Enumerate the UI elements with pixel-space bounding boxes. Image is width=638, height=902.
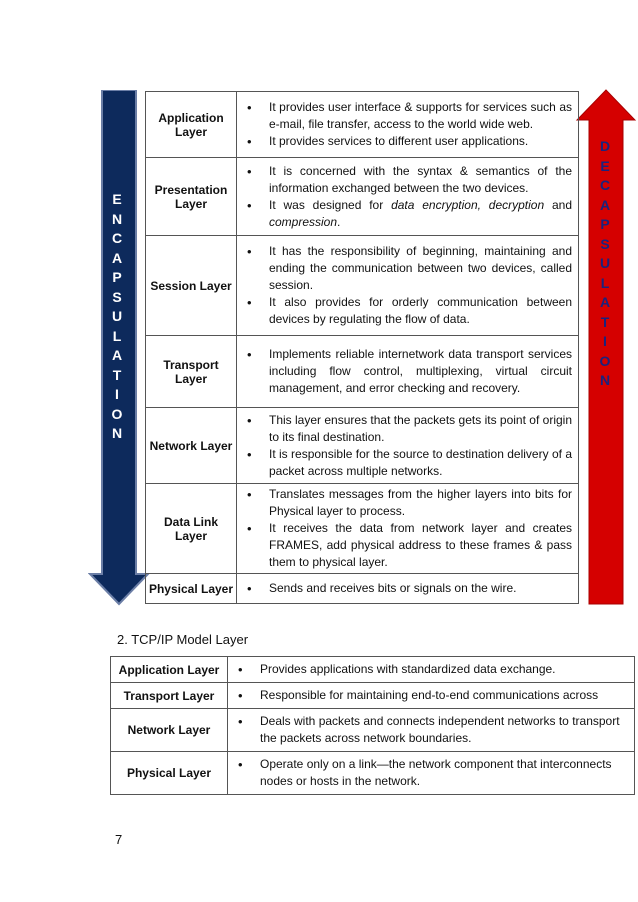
osi-layer-description: [237, 336, 579, 408]
arrow-letter: P: [600, 216, 610, 232]
bullet-list: [247, 346, 572, 397]
arrow-letter: S: [600, 235, 610, 252]
bullet-text: Responsible for maintaining end-to-end communications across: [260, 688, 599, 702]
arrow-letter: D: [599, 138, 611, 154]
bullet-text: Operate only on a link—the network component that interconnects nodes or hosts in the network.: [260, 757, 612, 788]
bullet-text: It provides user interface & supports for services such as e-mail, file transfer, access to the world wide web.: [269, 100, 572, 131]
osi-layer-description: [237, 236, 579, 336]
arrow-letter: N: [111, 425, 123, 441]
osi-layer-name: Transport Layer: [146, 336, 237, 408]
osi-layer-row: [146, 158, 579, 236]
arrow-letter: A: [111, 347, 123, 363]
bullet-list: [247, 486, 572, 571]
tcp-layer-description: [228, 752, 635, 795]
tcp-layer-row: [111, 709, 635, 752]
bullet-text: Provides applications with standardized data exchange.: [260, 662, 556, 676]
osi-layer-description: [237, 574, 579, 604]
arrow-letter: I: [115, 386, 119, 402]
arrow-letter: L: [112, 327, 122, 344]
arrow-letter: T: [600, 313, 610, 330]
bullet-text: Implements reliable internetwork data transport services including flow control, multiplexing, virtual circuit management, and error checking and recovery.: [269, 347, 572, 395]
arrow-letter: U: [599, 255, 611, 271]
bullet-item: [247, 346, 572, 397]
bullet-text-italic: data encryption, decryption: [391, 197, 545, 212]
osi-layer-name: Data Link Layer: [146, 484, 237, 574]
bullet-text: It also provides for orderly communication between devices by regulating the flow of data.: [269, 295, 572, 326]
tcp-layer-row: [111, 752, 635, 795]
arrow-letter: C: [599, 177, 611, 193]
arrow-letter: C: [111, 230, 123, 246]
bullet-list: [247, 163, 572, 231]
tcp-layer-row: [111, 683, 635, 709]
arrow-letter: A: [599, 294, 611, 310]
bullet-item: [238, 713, 630, 747]
arrow-letter: U: [111, 308, 123, 324]
bullet-list: [238, 687, 630, 704]
bullet-item: [247, 294, 572, 328]
bullet-text: It receives the data from network layer and creates FRAMES, add physical address to these frames & pass them to physical layer.: [269, 521, 572, 569]
arrow-letter: E: [112, 191, 122, 207]
bullet-item: [247, 243, 572, 294]
tcp-ip-layers-table: [110, 656, 635, 795]
osi-layer-row: [146, 336, 579, 408]
arrow-letter: N: [111, 210, 123, 227]
tcp-layer-description: [228, 683, 635, 709]
bullet-text: .: [337, 214, 341, 229]
bullet-list: [238, 756, 630, 790]
bullet-item: [247, 163, 572, 197]
bullet-item: [247, 580, 572, 597]
bullet-text: and: [544, 197, 573, 212]
bullet-text: This layer ensures that the packets gets its point of origin to its final destination.: [269, 412, 572, 444]
bullet-item: [238, 661, 630, 678]
arrow-letter: I: [603, 333, 607, 349]
bullet-item: [247, 197, 572, 231]
osi-layer-description: [237, 484, 579, 574]
bullet-list: [247, 412, 572, 480]
bullet-text: It was designed for: [269, 197, 392, 212]
decapsulation-label: [593, 137, 617, 391]
arrow-letter: N: [599, 372, 611, 388]
bullet-item: [247, 486, 572, 520]
tcp-layer-name: Physical Layer: [111, 752, 228, 795]
osi-layer-row: [146, 484, 579, 574]
osi-layer-description: [237, 158, 579, 236]
bullet-text: Sends and receives bits or signals on the wire.: [269, 581, 517, 595]
bullet-item: [238, 687, 630, 704]
bullet-item: [247, 412, 572, 446]
bullet-list: [238, 661, 630, 678]
osi-layer-name: Physical Layer: [146, 574, 237, 604]
arrow-letter: S: [112, 288, 122, 305]
tcp-layer-row: [111, 657, 635, 683]
arrow-letter: T: [112, 366, 122, 383]
bullet-item: [247, 99, 572, 133]
bullet-list: [247, 243, 572, 328]
osi-layer-row: [146, 92, 579, 158]
bullet-text: It provides services to different user applications.: [269, 134, 529, 148]
osi-layer-name: Presentation Layer: [146, 158, 237, 236]
tcp-layer-name: Network Layer: [111, 709, 228, 752]
osi-layers-table: [145, 91, 579, 604]
osi-layer-row: [146, 236, 579, 336]
tcp-ip-heading: 2. TCP/IP Model Layer: [117, 632, 249, 647]
bullet-list: [247, 99, 572, 150]
arrow-letter: O: [599, 352, 611, 369]
bullet-text: Translates messages from the higher layers into bits for Physical layer to process.: [269, 487, 572, 518]
osi-layer-description: [237, 92, 579, 158]
osi-layer-name: Network Layer: [146, 408, 237, 484]
osi-layer-name: Application Layer: [146, 92, 237, 158]
tcp-layer-name: Application Layer: [111, 657, 228, 683]
bullet-text: It is concerned with the syntax & semantics of the information exchanged between the two devices.: [269, 163, 572, 195]
arrow-letter: L: [600, 274, 610, 291]
arrow-letter: P: [112, 269, 122, 285]
bullet-text: It has the responsibility of beginning, maintaining and ending the communication between two devices, called session.: [269, 244, 572, 292]
bullet-item: [247, 520, 572, 571]
bullet-text-italic: compression: [269, 214, 338, 229]
bullet-list: [247, 580, 572, 597]
arrow-letter: O: [111, 405, 123, 422]
arrow-letter: A: [111, 249, 123, 266]
tcp-layer-name: Transport Layer: [111, 683, 228, 709]
osi-layer-row: [146, 574, 579, 604]
bullet-item: [247, 446, 572, 480]
bullet-list: [238, 713, 630, 747]
osi-layer-name: Session Layer: [146, 236, 237, 336]
bullet-text: It is responsible for the source to destination delivery of a packet across multiple networks.: [269, 446, 572, 478]
page-number: 7: [115, 832, 123, 847]
bullet-item: [238, 756, 630, 790]
bullet-text: Deals with packets and connects independent networks to transport the packets across network boundaries.: [260, 714, 620, 745]
tcp-layer-description: [228, 657, 635, 683]
bullet-item: [247, 133, 572, 150]
arrow-letter: A: [599, 196, 611, 213]
osi-layer-row: [146, 408, 579, 484]
encapsulation-label: [107, 190, 127, 444]
tcp-layer-description: [228, 709, 635, 752]
osi-layer-description: [237, 408, 579, 484]
arrow-letter: E: [600, 157, 610, 174]
